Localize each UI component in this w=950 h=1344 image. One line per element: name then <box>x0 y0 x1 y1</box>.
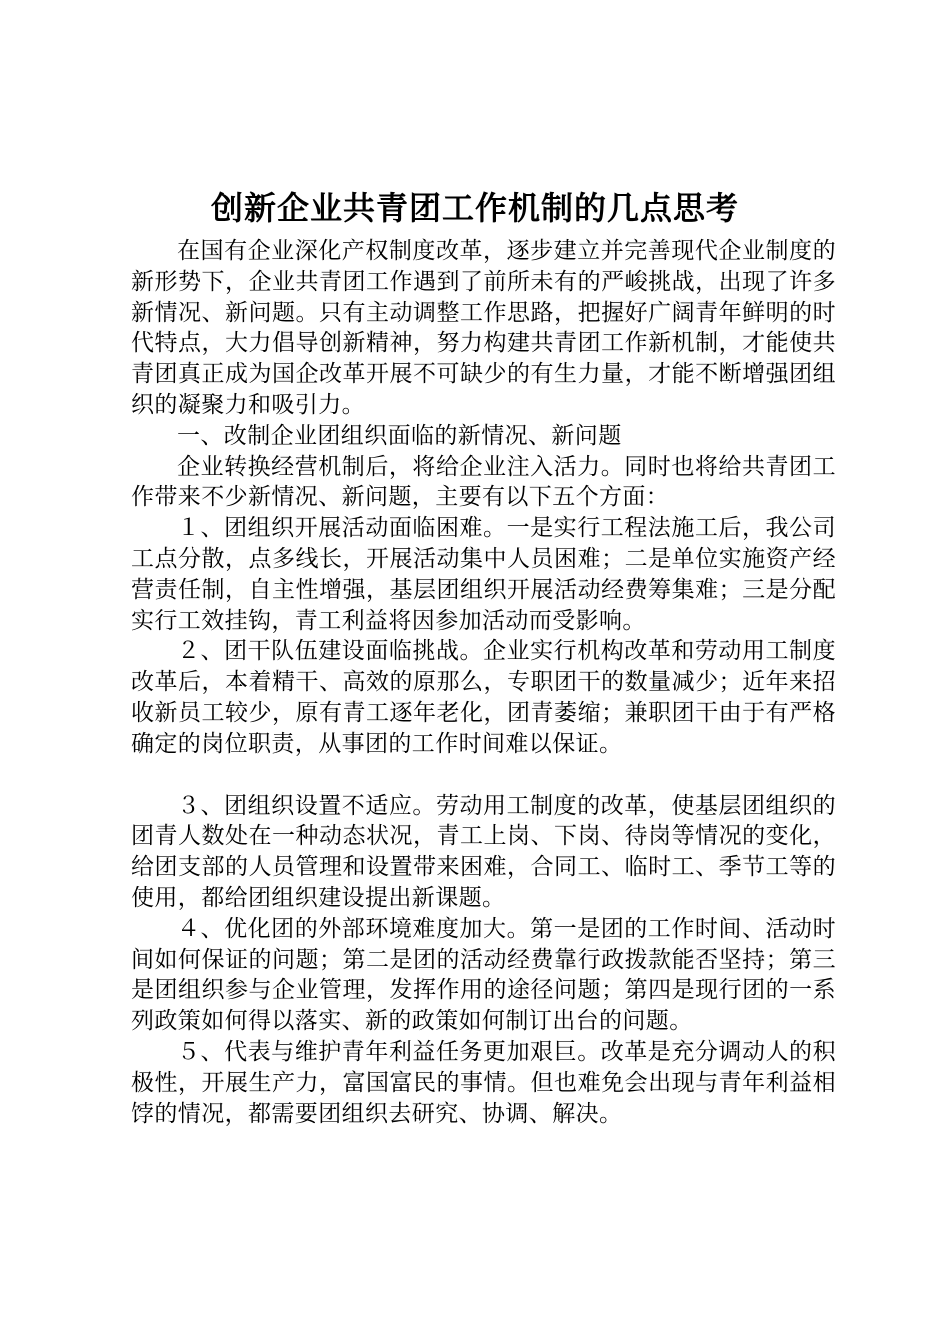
section-heading-1: 一、改制企业团组织面临的新情况、新问题 <box>177 422 622 449</box>
point-2-paragraph: ２、团干队伍建设面临挑战。企业实行机构改革和劳动用工制度改革后，本着精干、高效的原那么，专职团干的数量减少；近年来招收新员工较少，原有青工逐年老化，团青萎缩；兼职团干由于有严格确定的岗位职责，从事团的工作时间难以保证。 <box>131 638 836 757</box>
section-1-intro-paragraph: 企业转换经营机制后，将给企业注入活力。同时也将给共青团工作带来不少新情况、新问题，主要有以下五个方面： <box>131 453 836 511</box>
intro-paragraph: 在国有企业深化产权制度改革，逐步建立并完善现代企业制度的新形势下，企业共青团工作遇到了前所未有的严峻挑战，出现了许多新情况、新问题。只有主动调整工作思路，把握好广阔青年鲜明的时代特点，大力倡导创新精神，努力构建共青团工作新机制，才能使共青团真正成为国企改革开展不可缺少的有生力量，才能不断增强团组织的凝聚力和吸引力。 <box>131 238 836 418</box>
point-3-paragraph: ３、团组织设置不适应。劳动用工制度的改革，使基层团组织的团青人数处在一种动态状况，青工上岗、下岗、待岗等情况的变化，给团支部的人员管理和设置带来困难，合同工、临时工、季节工等的使用，都给团组织建设提出新课题。 <box>131 792 836 911</box>
point-1-paragraph: １、团组织开展活动面临困难。一是实行工程法施工后，我公司工点分散，点多线长，开展活动集中人员困难；二是单位实施资产经营责任制，自主性增强，基层团组织开展活动经费筹集难；三是分配实行工效挂钩，青工利益将因参加活动而受影响。 <box>131 515 836 634</box>
point-4-paragraph: ４、优化团的外部环境难度加大。第一是团的工作时间、活动时间如何保证的问题；第二是团的活动经费靠行政拨款能否坚持；第三是团组织参与企业管理，发挥作用的途径问题；第四是现行团的一系列政策如何得以落实、新的政策如何制订出台的问题。 <box>131 915 836 1035</box>
document-title: 创新企业共青团工作机制的几点思考 <box>210 189 739 227</box>
point-5-paragraph: ５、代表与维护青年利益任务更加艰巨。改革是充分调动人的积极性，开展生产力，富国富民的事情。但也难免会出现与青年利益相饽的情况，都需要团组织去研究、协调、解决。 <box>131 1038 836 1127</box>
document-body <box>131 236 836 1129</box>
